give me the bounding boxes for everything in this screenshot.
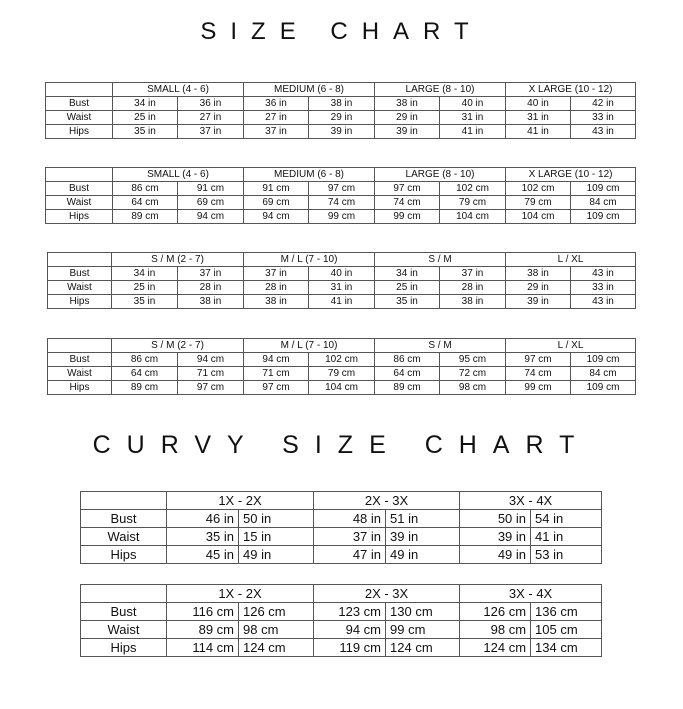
table-cell: 34 in <box>112 267 178 281</box>
table-cell: 35 in <box>113 125 178 139</box>
table-header-row <box>48 339 636 353</box>
size-header: L / XL <box>506 253 636 267</box>
row-label: Waist <box>46 196 113 210</box>
table-cell: 69 cm <box>244 196 309 210</box>
table-cell: 25 in <box>112 281 178 295</box>
table-cell: 98 cm <box>239 621 314 639</box>
table-cell: 41 in <box>440 125 506 139</box>
table-cell: 33 in <box>571 281 636 295</box>
table-row <box>46 182 636 196</box>
table-cell: 33 in <box>571 111 636 125</box>
size-header: MEDIUM (6 - 8) <box>244 83 375 97</box>
table-cell: 130 cm <box>386 603 460 621</box>
table-cell: 99 cm <box>506 381 571 395</box>
table-cell: 31 in <box>440 111 506 125</box>
table-cell: 41 in <box>309 295 375 309</box>
table-cell: 89 cm <box>113 210 178 224</box>
table-cell: 99 cm <box>309 210 375 224</box>
table-cell: 37 in <box>440 267 506 281</box>
table-cell: 84 cm <box>571 367 636 381</box>
header-blank <box>81 585 167 603</box>
row-label: Hips <box>48 381 112 395</box>
table-cell: 28 in <box>244 281 309 295</box>
table-cell: 134 cm <box>531 639 602 657</box>
table-cell: 79 cm <box>440 196 506 210</box>
table-cell: 35 in <box>112 295 178 309</box>
table-cell: 49 in <box>239 546 314 564</box>
table-cell: 50 in <box>460 510 531 528</box>
table-row <box>48 367 636 381</box>
size-header: X LARGE (10 - 12) <box>506 83 636 97</box>
curvy-size-table-inches <box>80 491 602 564</box>
row-label: Waist <box>81 621 167 639</box>
table-cell: 69 cm <box>178 196 244 210</box>
row-label: Waist <box>46 111 113 125</box>
table-cell: 71 cm <box>178 367 244 381</box>
table-row <box>48 267 636 281</box>
table-cell: 25 in <box>113 111 178 125</box>
table-header-row <box>48 253 636 267</box>
row-label: Bust <box>48 353 112 367</box>
table-cell: 37 in <box>178 125 244 139</box>
table-row <box>81 510 602 528</box>
table-cell: 124 cm <box>460 639 531 657</box>
size-header: LARGE (8 - 10) <box>375 168 506 182</box>
table-cell: 86 cm <box>112 353 178 367</box>
row-label: Hips <box>46 125 113 139</box>
table-cell: 31 in <box>309 281 375 295</box>
size-header: S / M (2 - 7) <box>112 339 244 353</box>
table-cell: 42 in <box>571 97 636 111</box>
table-cell: 29 in <box>309 111 375 125</box>
table-cell: 27 in <box>244 111 309 125</box>
table-cell: 97 cm <box>244 381 309 395</box>
table-cell: 72 cm <box>440 367 506 381</box>
table-cell: 104 cm <box>440 210 506 224</box>
table-cell: 74 cm <box>375 196 440 210</box>
table-cell: 43 in <box>571 267 636 281</box>
table-cell: 15 in <box>239 528 314 546</box>
table-cell: 136 cm <box>531 603 602 621</box>
size-header: X LARGE (10 - 12) <box>506 168 636 182</box>
size-header: 2X - 3X <box>314 492 460 510</box>
size-header: L / XL <box>506 339 636 353</box>
table-cell: 123 cm <box>314 603 386 621</box>
table-cell: 28 in <box>440 281 506 295</box>
table-row <box>48 381 636 395</box>
table-cell: 40 in <box>506 97 571 111</box>
kids-size-table-inches <box>47 252 636 309</box>
table-cell: 124 cm <box>386 639 460 657</box>
table-row <box>81 639 602 657</box>
table-cell: 45 in <box>167 546 239 564</box>
table-cell: 27 in <box>178 111 244 125</box>
curvy-size-table-cm <box>80 584 602 657</box>
table-cell: 89 cm <box>112 381 178 395</box>
table-cell: 28 in <box>178 281 244 295</box>
size-header: MEDIUM (6 - 8) <box>244 168 375 182</box>
table-cell: 49 in <box>460 546 531 564</box>
size-header: S / M <box>375 253 506 267</box>
table-cell: 41 in <box>506 125 571 139</box>
table-cell: 71 cm <box>244 367 309 381</box>
table-cell: 94 cm <box>178 353 244 367</box>
table-cell: 104 cm <box>309 381 375 395</box>
table-row <box>46 210 636 224</box>
table-cell: 102 cm <box>440 182 506 196</box>
table-cell: 94 cm <box>244 353 309 367</box>
table-row <box>81 603 602 621</box>
table-cell: 91 cm <box>244 182 309 196</box>
size-header: 3X - 4X <box>460 585 602 603</box>
table-cell: 94 cm <box>314 621 386 639</box>
table-cell: 40 in <box>309 267 375 281</box>
kids-size-table-cm <box>47 338 636 395</box>
table-cell: 38 in <box>506 267 571 281</box>
table-row <box>81 528 602 546</box>
table-cell: 36 in <box>244 97 309 111</box>
table-cell: 97 cm <box>178 381 244 395</box>
table-row <box>48 353 636 367</box>
table-cell: 51 in <box>386 510 460 528</box>
size-header: S / M <box>375 339 506 353</box>
table-cell: 114 cm <box>167 639 239 657</box>
table-cell: 64 cm <box>375 367 440 381</box>
header-blank <box>81 492 167 510</box>
size-header: 1X - 2X <box>167 492 314 510</box>
size-header: 2X - 3X <box>314 585 460 603</box>
table-cell: 99 cm <box>386 621 460 639</box>
table-cell: 109 cm <box>571 210 636 224</box>
header-blank <box>46 83 113 97</box>
table-cell: 79 cm <box>309 367 375 381</box>
table-cell: 124 cm <box>239 639 314 657</box>
table-row <box>46 196 636 210</box>
table-cell: 79 cm <box>506 196 571 210</box>
size-header: SMALL (4 - 6) <box>113 168 244 182</box>
table-cell: 49 in <box>386 546 460 564</box>
table-cell: 97 cm <box>309 182 375 196</box>
table-cell: 34 in <box>113 97 178 111</box>
table-cell: 86 cm <box>113 182 178 196</box>
table-cell: 38 in <box>178 295 244 309</box>
table-cell: 94 cm <box>178 210 244 224</box>
table-cell: 38 in <box>309 97 375 111</box>
table-cell: 50 in <box>239 510 314 528</box>
table-cell: 94 cm <box>244 210 309 224</box>
table-cell: 48 in <box>314 510 386 528</box>
table-cell: 102 cm <box>309 353 375 367</box>
table-cell: 119 cm <box>314 639 386 657</box>
table-cell: 40 in <box>440 97 506 111</box>
table-cell: 109 cm <box>571 381 636 395</box>
table-cell: 126 cm <box>460 603 531 621</box>
row-label: Bust <box>81 510 167 528</box>
table-cell: 35 in <box>375 295 440 309</box>
size-header: SMALL (4 - 6) <box>113 83 244 97</box>
size-header: S / M (2 - 7) <box>112 253 244 267</box>
table-cell: 46 in <box>167 510 239 528</box>
row-label: Waist <box>48 281 112 295</box>
table-cell: 39 in <box>309 125 375 139</box>
table-cell: 41 in <box>531 528 602 546</box>
table-cell: 97 cm <box>506 353 571 367</box>
size-header: M / L (7 - 10) <box>244 339 375 353</box>
table-cell: 37 in <box>244 125 309 139</box>
table-cell: 109 cm <box>571 353 636 367</box>
header-blank <box>46 168 113 182</box>
table-row <box>46 97 636 111</box>
row-label: Hips <box>81 639 167 657</box>
row-label: Bust <box>46 182 113 196</box>
table-cell: 98 cm <box>440 381 506 395</box>
table-cell: 47 in <box>314 546 386 564</box>
row-label: Hips <box>46 210 113 224</box>
table-cell: 37 in <box>314 528 386 546</box>
header-blank <box>48 339 112 353</box>
header-blank <box>48 253 112 267</box>
table-cell: 36 in <box>178 97 244 111</box>
table-cell: 97 cm <box>375 182 440 196</box>
table-cell: 29 in <box>375 111 440 125</box>
row-label: Waist <box>81 528 167 546</box>
table-row <box>81 621 602 639</box>
curvy-size-chart-title: CURVY SIZE CHART <box>92 431 591 459</box>
table-cell: 54 in <box>531 510 602 528</box>
table-cell: 64 cm <box>113 196 178 210</box>
table-cell: 34 in <box>375 267 440 281</box>
table-cell: 86 cm <box>375 353 440 367</box>
table-cell: 74 cm <box>309 196 375 210</box>
table-cell: 64 cm <box>112 367 178 381</box>
size-header: 1X - 2X <box>167 585 314 603</box>
size-header: M / L (7 - 10) <box>244 253 375 267</box>
table-cell: 53 in <box>531 546 602 564</box>
table-cell: 105 cm <box>531 621 602 639</box>
table-header-row <box>46 83 636 97</box>
row-label: Hips <box>48 295 112 309</box>
table-cell: 38 in <box>440 295 506 309</box>
size-header: 3X - 4X <box>460 492 602 510</box>
table-cell: 89 cm <box>167 621 239 639</box>
size-chart-title: SIZE CHART <box>200 18 483 45</box>
table-header-row <box>46 168 636 182</box>
table-cell: 29 in <box>506 281 571 295</box>
table-row <box>46 111 636 125</box>
table-cell: 38 in <box>375 97 440 111</box>
table-cell: 43 in <box>571 125 636 139</box>
table-cell: 37 in <box>244 267 309 281</box>
table-row <box>46 125 636 139</box>
table-row <box>48 295 636 309</box>
table-cell: 104 cm <box>506 210 571 224</box>
size-header: LARGE (8 - 10) <box>375 83 506 97</box>
table-cell: 84 cm <box>571 196 636 210</box>
table-cell: 38 in <box>244 295 309 309</box>
table-cell: 31 in <box>506 111 571 125</box>
table-cell: 109 cm <box>571 182 636 196</box>
table-cell: 126 cm <box>239 603 314 621</box>
table-cell: 39 in <box>375 125 440 139</box>
table-cell: 116 cm <box>167 603 239 621</box>
row-label: Bust <box>48 267 112 281</box>
row-label: Bust <box>81 603 167 621</box>
table-header-row <box>81 585 602 603</box>
table-cell: 39 in <box>506 295 571 309</box>
table-cell: 98 cm <box>460 621 531 639</box>
table-cell: 35 in <box>167 528 239 546</box>
table-cell: 74 cm <box>506 367 571 381</box>
table-cell: 102 cm <box>506 182 571 196</box>
table-header-row <box>81 492 602 510</box>
row-label: Bust <box>46 97 113 111</box>
table-cell: 39 in <box>386 528 460 546</box>
table-row <box>81 546 602 564</box>
row-label: Hips <box>81 546 167 564</box>
size-table-cm <box>45 167 636 224</box>
table-cell: 91 cm <box>178 182 244 196</box>
table-cell: 39 in <box>460 528 531 546</box>
table-cell: 89 cm <box>375 381 440 395</box>
table-row <box>48 281 636 295</box>
size-table-inches <box>45 82 636 139</box>
table-cell: 99 cm <box>375 210 440 224</box>
table-cell: 95 cm <box>440 353 506 367</box>
row-label: Waist <box>48 367 112 381</box>
table-cell: 37 in <box>178 267 244 281</box>
table-cell: 43 in <box>571 295 636 309</box>
table-cell: 25 in <box>375 281 440 295</box>
